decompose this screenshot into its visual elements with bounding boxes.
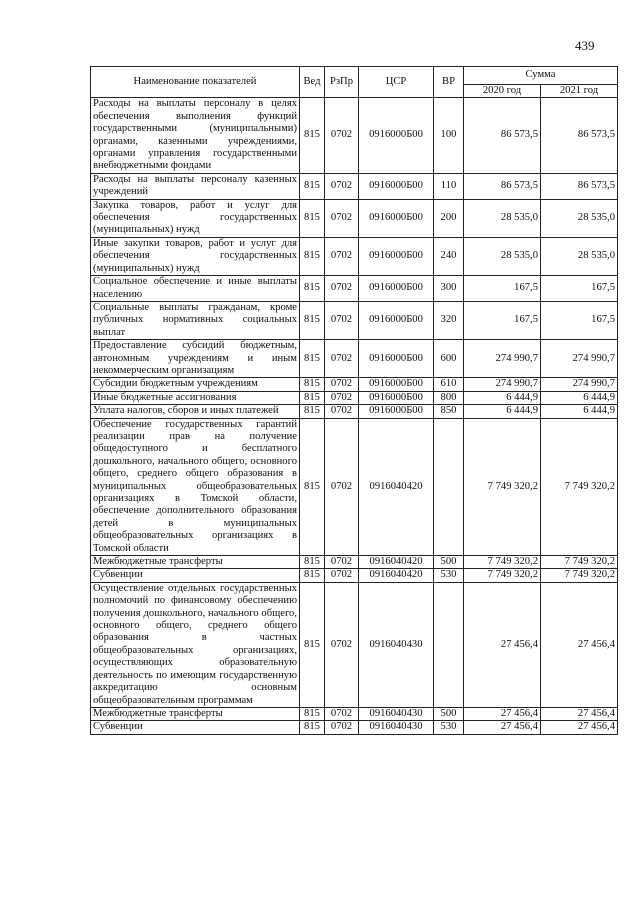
- row-ved: 815: [300, 276, 325, 302]
- row-sum-2020: 6 444,9: [464, 391, 541, 404]
- row-vr: 500: [434, 707, 464, 720]
- row-sum-2021: 86 573,5: [541, 173, 618, 199]
- row-sum-2021: 6 444,9: [541, 405, 618, 418]
- row-vr: [434, 418, 464, 555]
- col-header-sum: Сумма: [464, 67, 618, 85]
- table-row: [91, 301, 618, 339]
- table-row: [91, 707, 618, 720]
- col-header-ved: Вед: [300, 67, 325, 98]
- row-csr: 0916040420: [359, 418, 434, 555]
- row-sum-2020: 7 749 320,2: [464, 418, 541, 555]
- row-ved: 815: [300, 199, 325, 237]
- row-ved: 815: [300, 582, 325, 707]
- row-csr: 0916040430: [359, 721, 434, 734]
- row-ved: 815: [300, 98, 325, 173]
- row-name: Иные бюджетные ассигнования: [91, 391, 300, 404]
- row-rzpr: 0702: [325, 707, 359, 720]
- row-vr: 300: [434, 276, 464, 302]
- row-sum-2021: 27 456,4: [541, 707, 618, 720]
- table-row: [91, 340, 618, 378]
- row-csr: 0916000Б00: [359, 98, 434, 173]
- row-csr: 0916000Б00: [359, 173, 434, 199]
- row-rzpr: 0702: [325, 721, 359, 734]
- row-name: Субвенции: [91, 721, 300, 734]
- row-sum-2020: 27 456,4: [464, 582, 541, 707]
- row-csr: 0916000Б00: [359, 340, 434, 378]
- row-name: Расходы на выплаты персоналу казенных учреждений: [91, 173, 300, 199]
- table-row: [91, 276, 618, 302]
- row-sum-2021: 28 535,0: [541, 237, 618, 275]
- row-sum-2020: 28 535,0: [464, 199, 541, 237]
- row-vr: 100: [434, 98, 464, 173]
- row-vr: 610: [434, 378, 464, 391]
- table-row: [91, 98, 618, 173]
- table-row: [91, 237, 618, 275]
- row-vr: 320: [434, 301, 464, 339]
- table-row: [91, 721, 618, 734]
- row-sum-2021: 27 456,4: [541, 721, 618, 734]
- row-sum-2021: 7 749 320,2: [541, 556, 618, 569]
- row-rzpr: 0702: [325, 378, 359, 391]
- table-row: [91, 173, 618, 199]
- row-ved: 815: [300, 707, 325, 720]
- row-rzpr: 0702: [325, 405, 359, 418]
- row-ved: 815: [300, 418, 325, 555]
- row-vr: 530: [434, 721, 464, 734]
- row-vr: 800: [434, 391, 464, 404]
- row-name: Социальное обеспечение и иные выплаты населению: [91, 276, 300, 302]
- row-csr: 0916000Б00: [359, 378, 434, 391]
- row-rzpr: 0702: [325, 556, 359, 569]
- row-rzpr: 0702: [325, 276, 359, 302]
- table-row: [91, 378, 618, 391]
- row-ved: 815: [300, 237, 325, 275]
- row-ved: 815: [300, 721, 325, 734]
- row-sum-2021: 167,5: [541, 276, 618, 302]
- table-row: [91, 418, 618, 555]
- row-sum-2021: 27 456,4: [541, 582, 618, 707]
- row-name: Закупка товаров, работ и услуг для обеспечения государственных (муниципальных) нужд: [91, 199, 300, 237]
- col-header-vr: ВР: [434, 67, 464, 98]
- row-csr: 0916000Б00: [359, 276, 434, 302]
- row-name: Расходы на выплаты персоналу в целях обеспечения выполнения функций государственными (муниципальными) органами, казенными учреждениями, органами управления государственными внебюджетными фондами: [91, 98, 300, 173]
- table-row: [91, 391, 618, 404]
- row-sum-2020: 7 749 320,2: [464, 556, 541, 569]
- row-sum-2021: 6 444,9: [541, 391, 618, 404]
- row-sum-2021: 28 535,0: [541, 199, 618, 237]
- row-name: Субсидии бюджетным учреждениям: [91, 378, 300, 391]
- row-sum-2021: 274 990,7: [541, 378, 618, 391]
- col-header-rzpr: РзПр: [325, 67, 359, 98]
- row-vr: 110: [434, 173, 464, 199]
- row-csr: 0916000Б00: [359, 237, 434, 275]
- row-ved: 815: [300, 405, 325, 418]
- row-name: Социальные выплаты гражданам, кроме публичных нормативных социальных выплат: [91, 301, 300, 339]
- row-sum-2021: 86 573,5: [541, 98, 618, 173]
- row-sum-2021: 7 749 320,2: [541, 569, 618, 582]
- row-csr: 0916040420: [359, 569, 434, 582]
- row-sum-2020: 6 444,9: [464, 405, 541, 418]
- row-ved: 815: [300, 556, 325, 569]
- row-rzpr: 0702: [325, 173, 359, 199]
- row-csr: 0916000Б00: [359, 391, 434, 404]
- row-sum-2020: 27 456,4: [464, 707, 541, 720]
- row-sum-2020: 167,5: [464, 276, 541, 302]
- budget-table: [90, 66, 618, 735]
- row-sum-2021: 274 990,7: [541, 340, 618, 378]
- row-rzpr: 0702: [325, 582, 359, 707]
- row-name: Обеспечение государственных гарантий реализации прав на получение общедоступного и бесплатного дошкольного, начального общего, основного общего, среднего общего образования в муниципальных общеобразовательных организациях в Томской области, обеспечение дополнительного образования детей в муниципальных общеобразовательных организациях в Томской области: [91, 418, 300, 555]
- row-rzpr: 0702: [325, 418, 359, 555]
- row-rzpr: 0702: [325, 301, 359, 339]
- row-csr: 0916000Б00: [359, 199, 434, 237]
- row-name: Межбюджетные трансферты: [91, 707, 300, 720]
- table-row: [91, 569, 618, 582]
- col-header-name: Наименование показателей: [91, 67, 300, 98]
- row-vr: [434, 582, 464, 707]
- table-row: [91, 556, 618, 569]
- row-sum-2020: 274 990,7: [464, 378, 541, 391]
- table-body: [91, 98, 618, 734]
- row-rzpr: 0702: [325, 569, 359, 582]
- col-header-year-2020: 2020 год: [464, 85, 541, 98]
- row-name: Уплата налогов, сборов и иных платежей: [91, 405, 300, 418]
- row-sum-2020: 7 749 320,2: [464, 569, 541, 582]
- row-csr: 0916040420: [359, 556, 434, 569]
- row-sum-2020: 86 573,5: [464, 173, 541, 199]
- row-vr: 530: [434, 569, 464, 582]
- row-rzpr: 0702: [325, 237, 359, 275]
- row-vr: 200: [434, 199, 464, 237]
- row-sum-2020: 28 535,0: [464, 237, 541, 275]
- row-sum-2020: 27 456,4: [464, 721, 541, 734]
- row-csr: 0916000Б00: [359, 405, 434, 418]
- table-row: [91, 582, 618, 707]
- row-sum-2020: 274 990,7: [464, 340, 541, 378]
- row-ved: 815: [300, 173, 325, 199]
- row-ved: 815: [300, 340, 325, 378]
- row-sum-2020: 167,5: [464, 301, 541, 339]
- row-name: Предоставление субсидий бюджетным, автономным учреждениям и иным некоммерческим организациям: [91, 340, 300, 378]
- table-row: [91, 405, 618, 418]
- row-vr: 240: [434, 237, 464, 275]
- row-name: Субвенции: [91, 569, 300, 582]
- row-sum-2020: 86 573,5: [464, 98, 541, 173]
- col-header-csr: ЦСР: [359, 67, 434, 98]
- row-sum-2021: 7 749 320,2: [541, 418, 618, 555]
- row-ved: 815: [300, 301, 325, 339]
- row-ved: 815: [300, 569, 325, 582]
- page-number: 439: [575, 38, 595, 53]
- row-sum-2021: 167,5: [541, 301, 618, 339]
- row-name: Иные закупки товаров, работ и услуг для обеспечения государственных (муниципальных) нужд: [91, 237, 300, 275]
- table-row: [91, 199, 618, 237]
- row-csr: 0916040430: [359, 707, 434, 720]
- row-csr: 0916040430: [359, 582, 434, 707]
- row-name: Осуществление отдельных государственных полномочий по финансовому обеспечению получения дошкольного, начального общего, основного общего, среднего общего образования в частных общеобразовательных организациях, осуществляющих образовательную деятельность по имеющим государственную аккредитацию основным общеобразовательным программам: [91, 582, 300, 707]
- row-ved: 815: [300, 378, 325, 391]
- row-vr: 600: [434, 340, 464, 378]
- row-vr: 500: [434, 556, 464, 569]
- row-name: Межбюджетные трансферты: [91, 556, 300, 569]
- col-header-year-2021: 2021 год: [541, 85, 618, 98]
- row-rzpr: 0702: [325, 98, 359, 173]
- row-csr: 0916000Б00: [359, 301, 434, 339]
- row-rzpr: 0702: [325, 340, 359, 378]
- row-rzpr: 0702: [325, 391, 359, 404]
- row-rzpr: 0702: [325, 199, 359, 237]
- row-ved: 815: [300, 391, 325, 404]
- row-vr: 850: [434, 405, 464, 418]
